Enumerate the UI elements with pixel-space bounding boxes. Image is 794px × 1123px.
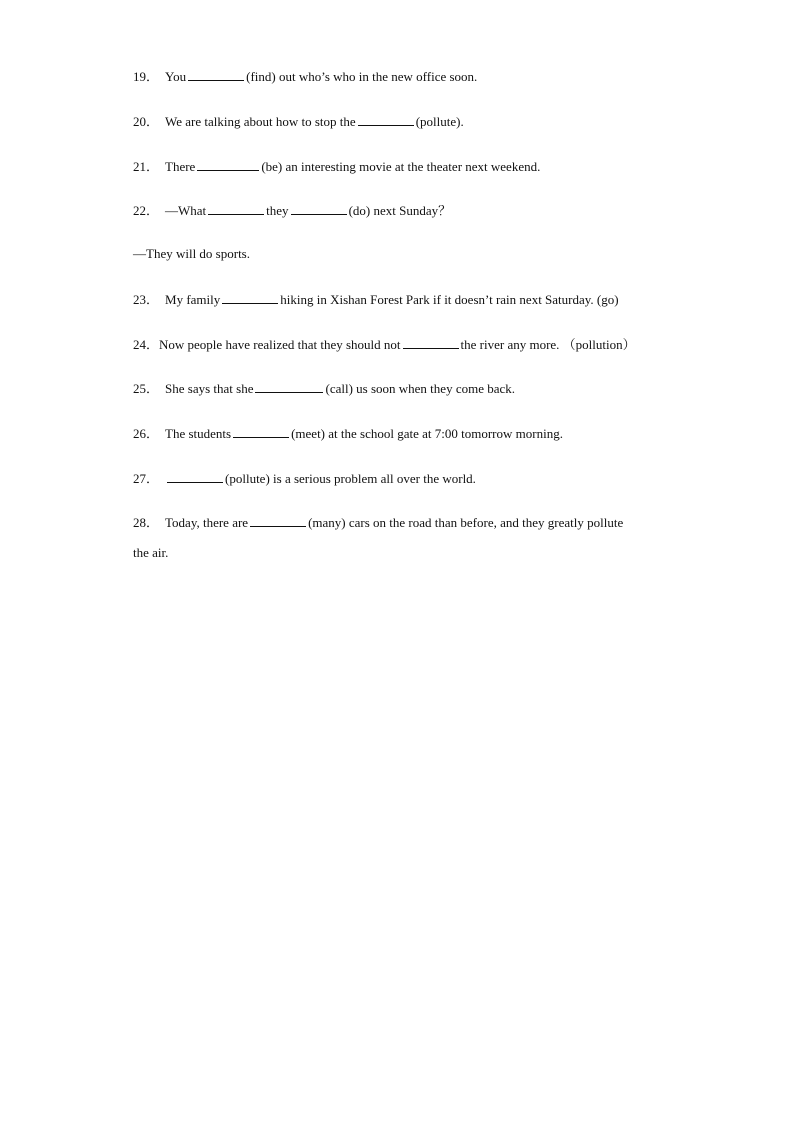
question-text: (be) an interesting movie at the theater next weekend.	[261, 159, 541, 174]
answer-blank[interactable]	[233, 425, 289, 438]
question-text: Now people have realized that they should not	[159, 337, 401, 352]
question-text: Today, there are	[165, 515, 249, 530]
question-23	[133, 291, 619, 308]
question-20	[133, 113, 464, 130]
question-text: My family	[165, 292, 221, 307]
question-number: 27．	[133, 471, 160, 486]
question-19	[133, 68, 477, 85]
question-text: they	[266, 203, 289, 218]
question-text: hiking in Xishan Forest Park if it doesn’t rain next Saturday. (go)	[280, 292, 619, 307]
answer-blank[interactable]	[167, 470, 223, 483]
question-28	[133, 514, 623, 531]
answer-blank[interactable]	[358, 113, 414, 126]
question-number: 23．	[133, 292, 160, 307]
question-21	[133, 158, 540, 175]
question-text: We are talking about how to stop the	[165, 114, 356, 129]
question-number: 19．	[133, 69, 160, 84]
question-number: 20．	[133, 114, 160, 129]
answer-blank[interactable]	[291, 202, 347, 215]
question-text: (find) out who’s who in the new office soon.	[246, 69, 478, 84]
answer-blank[interactable]	[188, 68, 244, 81]
question-22-answer	[133, 246, 250, 262]
question-22	[133, 202, 451, 219]
question-text: You	[165, 69, 187, 84]
question-24	[133, 336, 636, 353]
question-text: the air.	[133, 545, 169, 560]
question-28-continuation	[133, 545, 168, 561]
question-text: —What	[165, 203, 207, 218]
question-text: The students	[165, 426, 232, 441]
question-number: 21．	[133, 159, 160, 174]
answer-text: —They will do sports.	[133, 246, 250, 261]
question-number: 24．	[133, 337, 160, 352]
question-text: (pollute) is a serious problem all over the world.	[225, 471, 476, 486]
answer-blank[interactable]	[208, 202, 264, 215]
question-text: (meet) at the school gate at 7:00 tomorrow morning.	[291, 426, 563, 441]
question-27	[133, 470, 476, 487]
answer-blank[interactable]	[255, 380, 323, 393]
question-number: 22．	[133, 203, 160, 218]
question-text: (do) next Sunday？	[348, 203, 452, 218]
question-number: 28．	[133, 515, 160, 530]
answer-blank[interactable]	[403, 336, 459, 349]
answer-blank[interactable]	[197, 158, 259, 171]
question-text: (many) cars on the road than before, and they greatly pollute	[308, 515, 624, 530]
answer-blank[interactable]	[250, 514, 306, 527]
question-text: She says that she	[165, 381, 254, 396]
question-text: (call) us soon when they come back.	[325, 381, 516, 396]
question-text: There	[165, 159, 196, 174]
answer-blank[interactable]	[222, 291, 278, 304]
question-text: the river any more. （pollution）	[460, 337, 636, 352]
question-number: 26．	[133, 426, 160, 441]
question-number: 25．	[133, 381, 160, 396]
question-26	[133, 425, 563, 442]
question-25	[133, 380, 515, 397]
question-text: (pollute).	[415, 114, 464, 129]
